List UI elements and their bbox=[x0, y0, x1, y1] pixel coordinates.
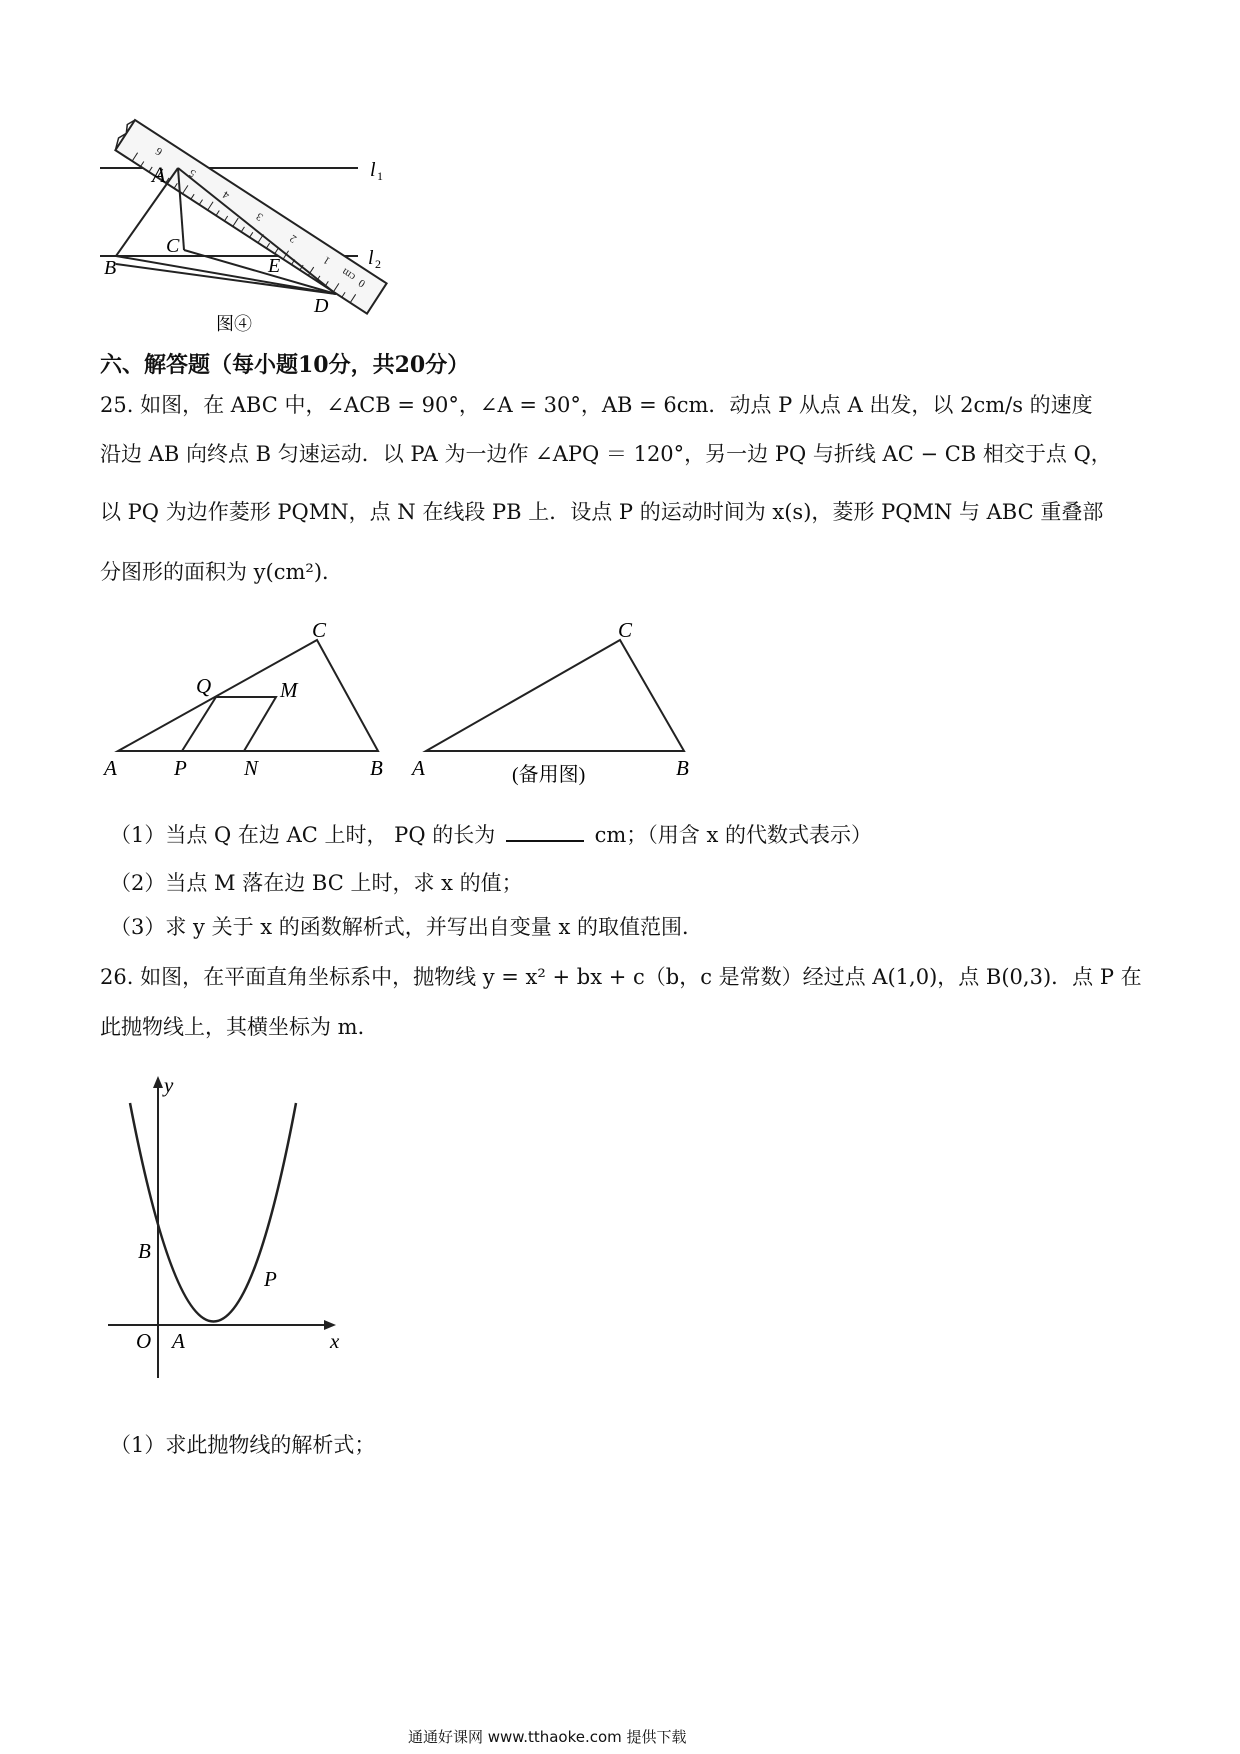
ruler-tick-4: 4 bbox=[220, 188, 232, 202]
q25-sub-2: （2）当点 M 落在边 BC 上时，求 x 的值； bbox=[110, 871, 523, 895]
q25-label-P: P bbox=[174, 756, 187, 780]
label-D: D bbox=[314, 295, 329, 317]
graph-label-A: A bbox=[172, 1329, 185, 1353]
ruler-tick-cm: cm bbox=[339, 265, 358, 283]
ruler-tick-1: 1 bbox=[321, 253, 333, 267]
q25-spare-label-C: C bbox=[618, 618, 633, 642]
q25-sub-1-suffix: cm；（用含 x 的代数式表示） bbox=[594, 823, 872, 847]
ruler-tick-6: 6 bbox=[153, 144, 165, 158]
q25-figure-spare bbox=[408, 615, 708, 795]
q26-parabola-graph bbox=[100, 1068, 360, 1388]
q25-label-Q: Q bbox=[196, 674, 212, 698]
q25-label-N: N bbox=[244, 756, 259, 780]
q25-spare-label-A: A bbox=[412, 756, 425, 780]
q25-label-A: A bbox=[104, 756, 117, 780]
label-l2-sub: 2 bbox=[375, 257, 381, 271]
graph-label-O: O bbox=[136, 1329, 152, 1353]
label-E: E bbox=[268, 255, 281, 277]
section-title: 六、解答题（每小题10分，共20分） bbox=[100, 352, 470, 378]
ruler-tick-0: 0 bbox=[356, 276, 368, 290]
q25-label-C: C bbox=[312, 618, 327, 642]
figure-4-caption: 图④ bbox=[216, 314, 252, 334]
label-l1: l bbox=[370, 159, 376, 181]
ruler-tick-5: 5 bbox=[187, 166, 199, 180]
graph-label-x: x bbox=[330, 1329, 340, 1353]
label-l1-sub: 1 bbox=[377, 169, 383, 183]
q25-line-1: 25. 如图，在 ABC 中，∠ACB = 90°，∠A = 30°，AB = 6cm．动点 P 从点 A 出发，以 2cm/s 的速度 bbox=[100, 393, 1093, 417]
footer-text: 通通好课网 www.tthaoke.com 提供下载 bbox=[408, 1728, 687, 1746]
q25-spare-label-B: B bbox=[676, 756, 689, 780]
label-A: A bbox=[152, 162, 166, 187]
label-C: C bbox=[166, 235, 180, 257]
q25-line-2: 沿边 AB 向终点 B 匀速运动．以 PA 为一边作 ∠APQ ＝ 120°，另一边 PQ 与折线 AC − CB 相交于点 Q， bbox=[100, 442, 1112, 466]
label-l2: l bbox=[368, 247, 374, 269]
q25-sub-1 bbox=[110, 818, 872, 850]
ruler-tick-3: 3 bbox=[254, 210, 266, 224]
graph-label-B: B bbox=[138, 1239, 151, 1263]
label-B: B bbox=[104, 257, 117, 279]
q26-sub-1: （1）求此抛物线的解析式； bbox=[110, 1433, 376, 1457]
figure-4-diagram bbox=[100, 90, 440, 370]
q25-sub-1-prefix: （1）当点 Q 在边 AC 上时， PQ 的长为 bbox=[110, 823, 496, 847]
q26-line-2: 此抛物线上，其横坐标为 m． bbox=[100, 1015, 379, 1039]
ruler-tick-2: 2 bbox=[287, 231, 299, 245]
q25-line-3: 以 PQ 为边作菱形 PQMN，点 N 在线段 PB 上．设点 P 的运动时间为 x(s)，菱形 PQMN 与 ABC 重叠部 bbox=[100, 500, 1104, 524]
q25-spare-caption: (备用图) bbox=[512, 764, 586, 786]
q26-line-1: 26. 如图，在平面直角坐标系中，抛物线 y = x² + bx + c（b，c 是常数）经过点 A(1,0)，点 B(0,3)．点 P 在 bbox=[100, 965, 1142, 989]
q25-sub-3: （3）求 y 关于 x 的函数解析式，并写出自变量 x 的取值范围． bbox=[110, 915, 703, 939]
q25-line-4: 分图形的面积为 y(cm²)． bbox=[100, 560, 344, 584]
answer-blank[interactable] bbox=[506, 818, 584, 842]
q25-label-B: B bbox=[370, 756, 383, 780]
graph-label-P: P bbox=[264, 1267, 277, 1291]
q25-figure-main bbox=[100, 615, 400, 790]
ruler bbox=[112, 118, 387, 314]
q25-label-M: M bbox=[280, 678, 298, 702]
graph-label-y: y bbox=[164, 1073, 174, 1097]
